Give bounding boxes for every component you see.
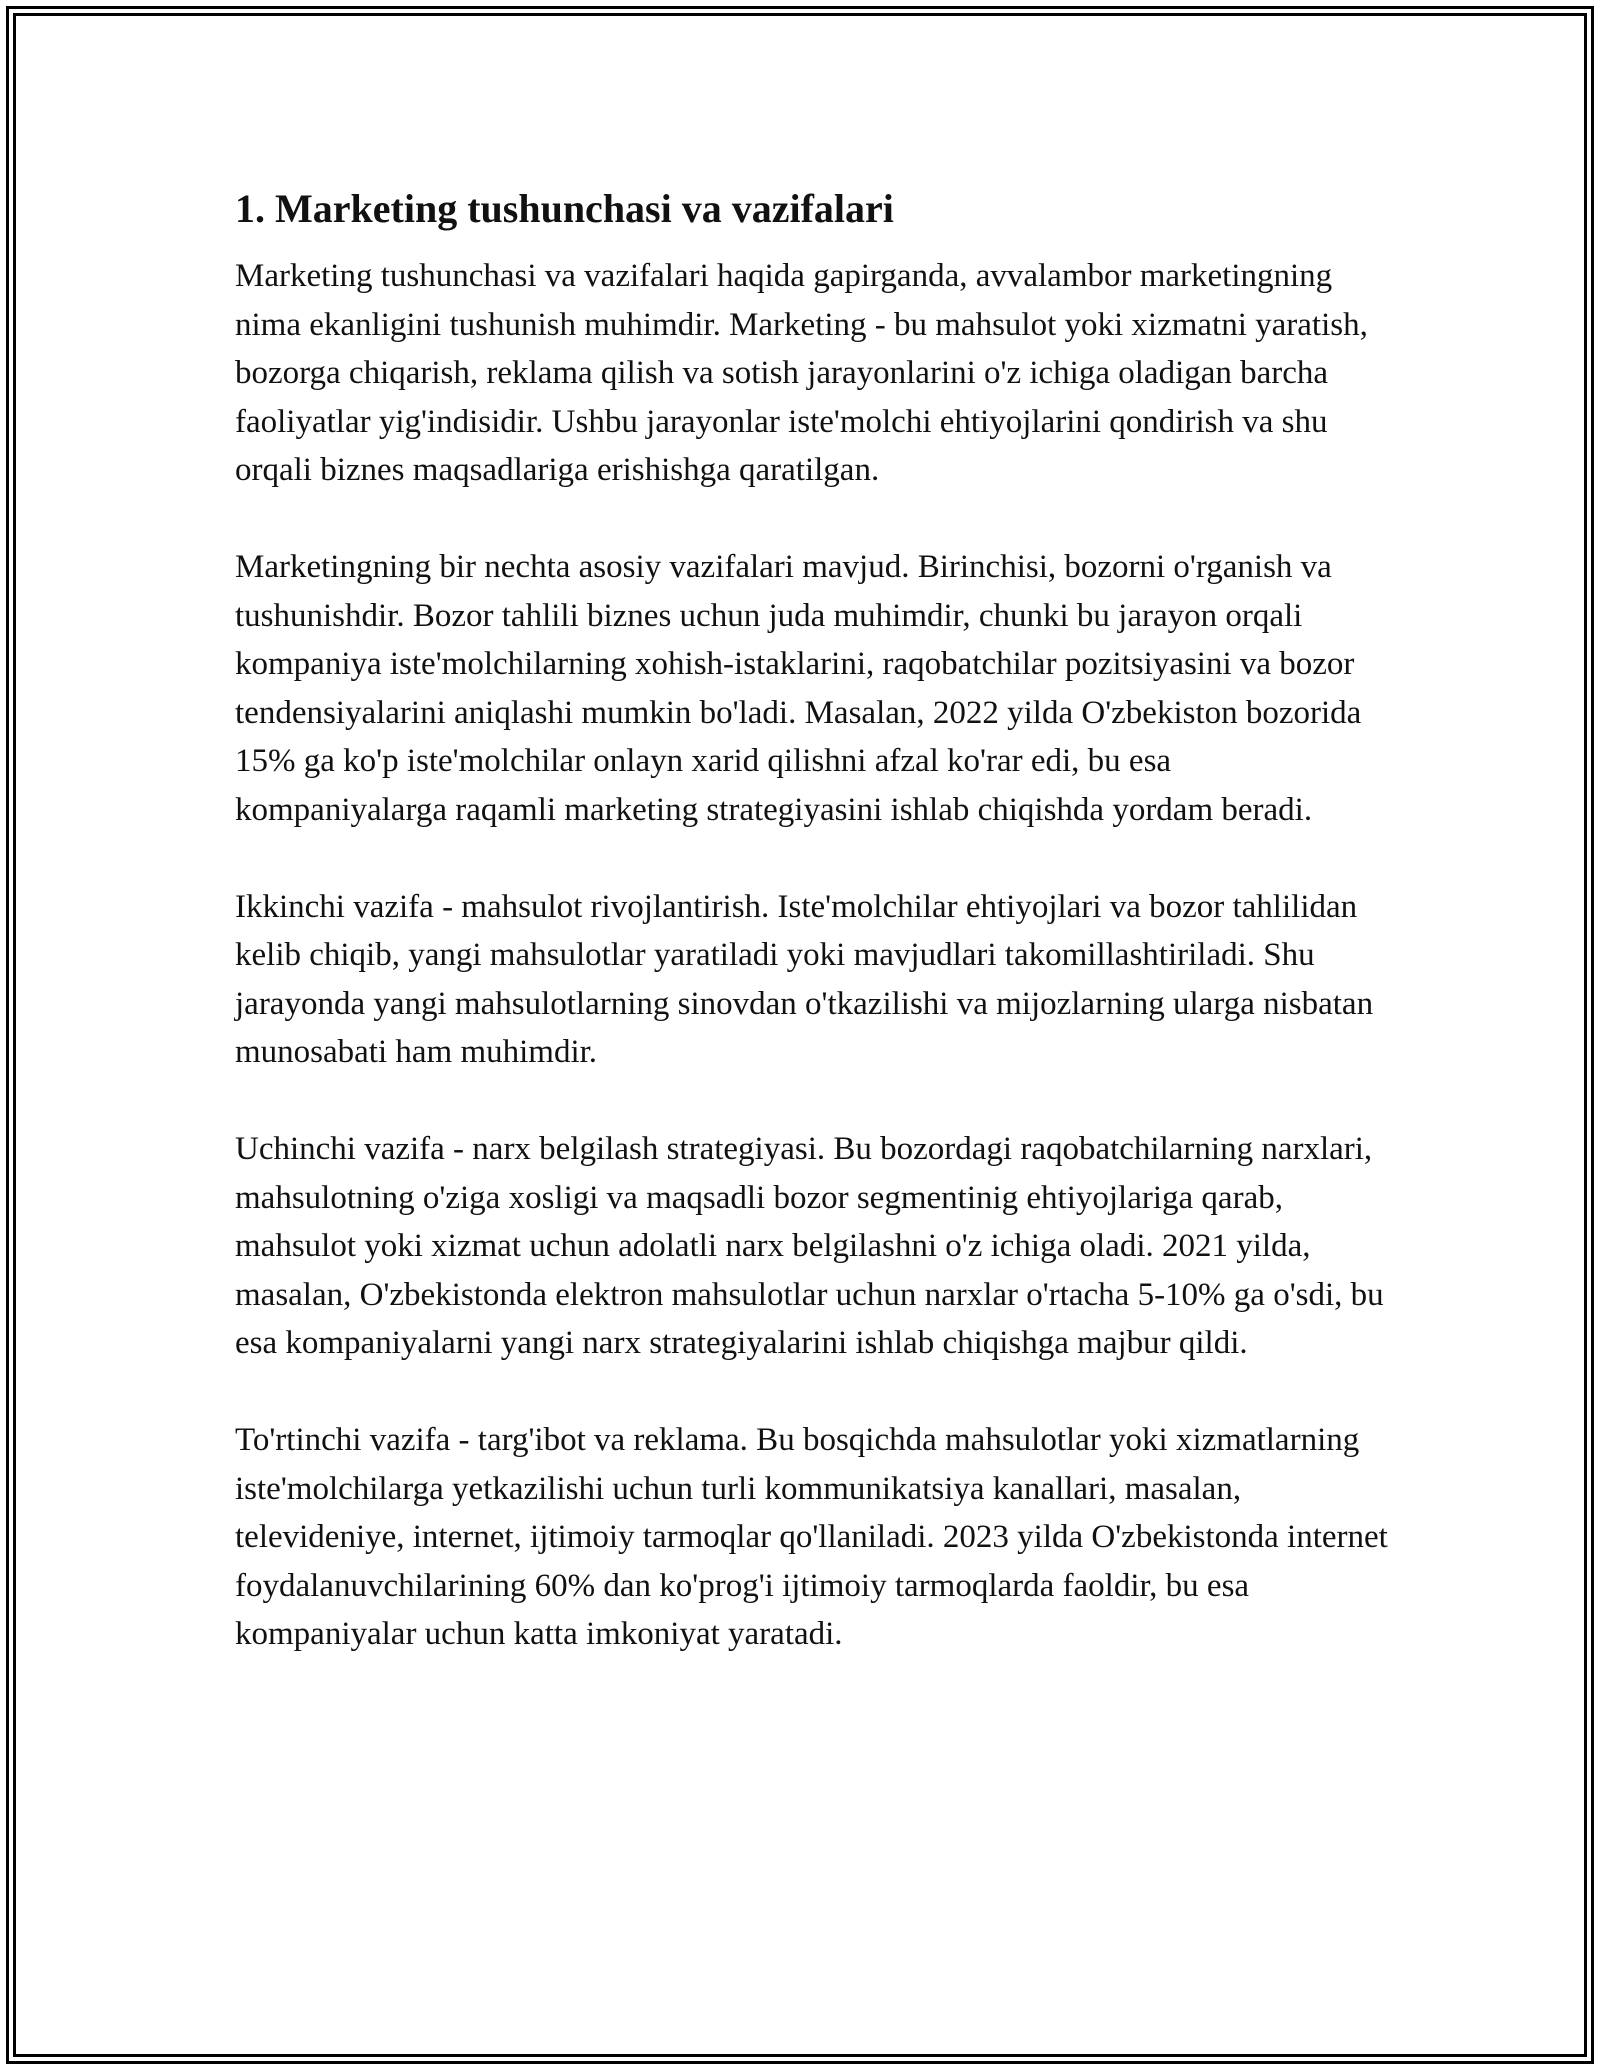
paragraph-first-task: Marketingning bir nechta asosiy vazifalari mavjud. Birinchisi, bozorni o'rganish va tushunishdir. Bozor tahlili biznes uchun juda muhimdir, chunki bu jarayon orqali kompaniya iste'molchilarning xohish-istaklarini, raqobatchilar pozitsiyasini va bozor tendensiyalarini aniqlashi mumkin bo'ladi. Masalan, 2022 yilda O'zbekiston bozorida 15% ga ko'p iste'molchilar onlayn xarid qilishni afzal ko'rar edi, bu esa kompaniyalarga raqamli marketing strategiyasini ishlab chiqishda yordam beradi. bbox=[235, 549, 1362, 828]
document-body bbox=[235, 185, 1390, 1659]
section-heading: 1. Marketing tushunchasi va vazifalari bbox=[235, 186, 894, 231]
paragraph-fourth-task: To'rtinchi vazifa - targ'ibot va reklama. Bu bosqichda mahsulotlar yoki xizmatlarning iste'molchilarga yetkazilishi uchun turli kommunikatsiya kanallari, masalan, televideniye, internet, ijtimoiy tarmoqlar qo'llaniladi. 2023 yilda O'zbekistonda internet foydalanuvchilarining 60% dan ko'prog'i ijtimoiy tarmoqlarda faoldir, bu esa kompaniyalar uchun katta imkoniyat yaratadi. bbox=[235, 1422, 1388, 1652]
paragraph-third-task: Uchinchi vazifa - narx belgilash strategiyasi. Bu bozordagi raqobatchilarning narxlari, mahsulotning o'ziga xosligi va maqsadli bozor segmentinig ehtiyojlariga qarab, mahsulot yoki xizmat uchun adolatli narx belgilashni o'z ichiga oladi. 2021 yilda, masalan, O'zbekistonda elektron mahsulotlar uchun narxlar o'rtacha 5-10% ga o'sdi, bu esa kompaniyalarni yangi narx strategiyalarini ishlab chiqishga majbur qildi. bbox=[235, 1131, 1384, 1361]
paragraph-intro: Marketing tushunchasi va vazifalari haqida gapirganda, avvalambor marketingning nima ekanligini tushunish muhimdir. Marketing - bu mahsulot yoki xizmatni yaratish, bozorga chiqarish, reklama qilish va sotish jarayonlarini o'z ichiga oladigan barcha faoliyatlar yig'indisidir. Ushbu jarayonlar iste'molchi ehtiyojlarini qondirish va shu orqali biznes maqsadlariga erishishga qaratilgan. bbox=[235, 258, 1368, 488]
paragraph-second-task: Ikkinchi vazifa - mahsulot rivojlantirish. Iste'molchilar ehtiyojlari va bozor tahlilidan kelib chiqib, yangi mahsulotlar yaratiladi yoki mavjudlari takomillashtiriladi. Shu jarayonda yangi mahsulotlarning sinovdan o'tkazilishi va mijozlarning ularga nisbatan munosabati ham muhimdir. bbox=[235, 888, 1374, 1070]
